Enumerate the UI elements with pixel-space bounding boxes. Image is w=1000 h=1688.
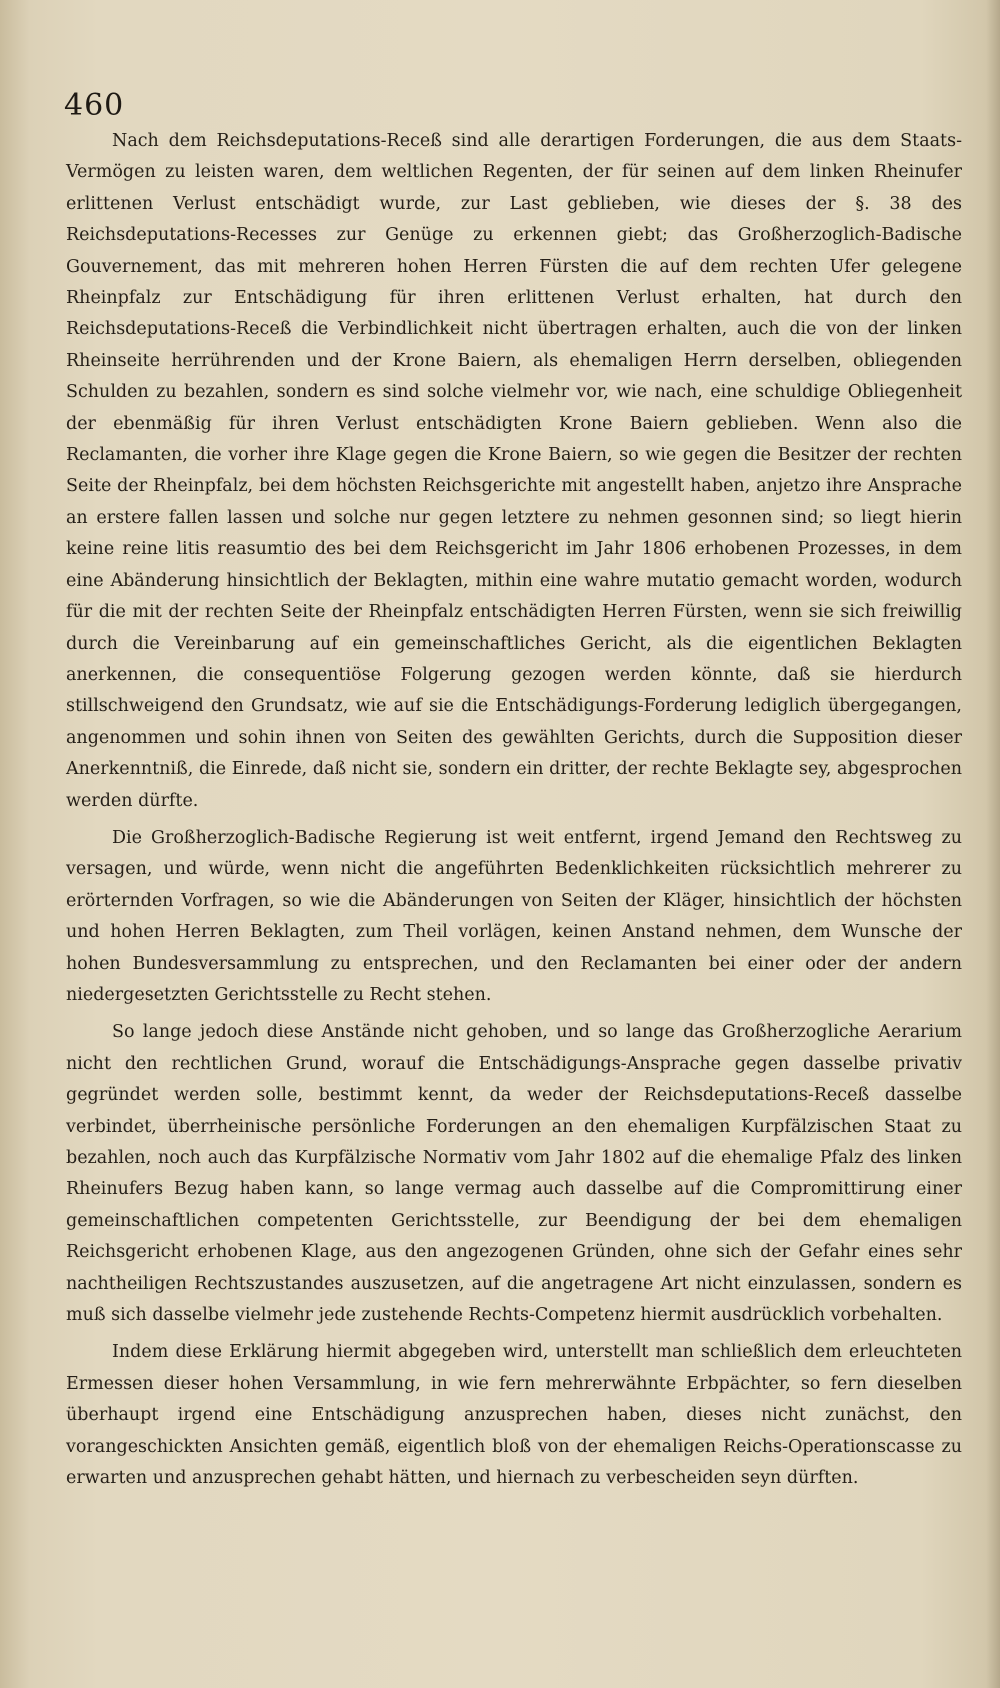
body-text xyxy=(66,126,962,1500)
paragraph-1: Nach dem Reichsdeputations-Receß sind alle derartigen Forderungen, die aus dem Staats-Vermögen zu leisten waren, dem weltlichen Regenten, der für seinen auf dem linken Rheinufer erlittenen Verlust entschädigt wurde, zur Last geblieben, wie dieses der §. 38 des Reichsdeputations-Recesses zur Genüge zu erkennen giebt; das Großherzoglich-Badische Gouvernement, das mit mehreren hohen Herren Fürsten die auf dem rechten Ufer gelegene Rheinpfalz zur Entschädigung für ihren erlittenen Verlust erhalten, hat durch den Reichsdeputations-Receß die Verbindlichkeit nicht übertragen erhalten, auch die von der linken Rheinseite herrührenden und der Krone Baiern, als ehemaligen Herrn derselben, obliegenden Schulden zu bezahlen, sondern es sind solche vielmehr vor, wie nach, eine schuldige Obliegenheit der ebenmäßig für ihren Verlust entschädigten Krone Baiern geblieben. Wenn also die Reclamanten, die vorher ihre Klage gegen die Krone Baiern, so wie gegen die Besitzer der rechten Seite der Rheinpfalz, bei dem höchsten Reichsgerichte mit angestellt haben, anjetzo ihre Ansprache an erstere fallen lassen und solche nur gegen letztere zu nehmen gesonnen sind; so liegt hierin keine reine litis reasumtio des bei dem Reichsgericht im Jahr 1806 erhobenen Prozesses, in dem eine Abänderung hinsichtlich der Beklagten, mithin eine wahre mutatio gemacht worden, wodurch für die mit der rechten Seite der Rheinpfalz entschädigten Herren Fürsten, wenn sie sich freiwillig durch die Vereinbarung auf ein gemeinschaftliches Gericht, als die eigentlichen Beklagten anerkennen, die consequentiöse Folgerung gezogen werden könnte, daß sie hierdurch stillschweigend den Grundsatz, wie auf sie die Entschädigungs-Forderung lediglich übergegangen, angenommen und sohin ihnen von Seiten des gewählten Gerichts, durch die Supposition dieser Anerkenntniß, die Einrede, daß nicht sie, sondern ein dritter, der rechte Beklagte sey, abgesprochen werden dürfte. xyxy=(66,131,962,811)
page-edge-shadow xyxy=(986,0,1000,1688)
paragraph-2: Die Großherzoglich-Badische Regierung ist weit entfernt, irgend Jemand den Rechtsweg zu versagen, und würde, wenn nicht die angeführten Bedenklichkeiten rücksichtlich mehrerer zu erörternden Vorfragen, so wie die Abänderungen von Seiten der Kläger, hinsichtlich der höchsten und hohen Herren Beklagten, zum Theil vorlägen, keinen Anstand nehmen, dem Wunsche der hohen Bundesversammlung zu entsprechen, und den Reclamanten bei einer oder der andern niedergesetzten Gerichtsstelle zu Recht stehen. xyxy=(66,827,962,1005)
page-number: 460 xyxy=(64,88,125,123)
paragraph-3: So lange jedoch diese Anstände nicht gehoben, und so lange das Großherzogliche Aerarium nicht den rechtlichen Grund, worauf die Entschädigungs-Ansprache gegen dasselbe privativ gegründet werden solle, bestimmt kennt, da weder der Reichsdeputations-Receß dasselbe verbindet, überrheinische persönliche Forderungen an den ehemaligen Kurpfälzischen Staat zu bezahlen, noch auch das Kurpfälzische Normativ vom Jahr 1802 auf die ehemalige Pfalz des linken Rheinufers Bezug haben kann, so lange vermag auch dasselbe auf die Compromittirung einer gemeinschaftlichen competenten Gerichtsstelle, zur Beendigung der bei dem ehemaligen Reichsgericht erhobenen Klage, aus den angezogenen Gründen, ohne sich der Gefahr eines sehr nachtheiligen Rechtszustandes auszusetzen, auf die angetragene Art nicht einzulassen, sondern es muß sich dasselbe vielmehr jede zustehende Rechts-Competenz hiermit ausdrücklich vorbehalten. xyxy=(66,1022,962,1326)
paragraph-4: Indem diese Erklärung hiermit abgegeben wird, unterstellt man schließlich dem erleuchteten Ermessen dieser hohen Versammlung, in wie fern mehrerwähnte Erbpächter, so fern dieselben überhaupt irgend eine Entschädigung anzusprechen haben, dieses nicht zunächst, den vorangeschickten Ansichten gemäß, eigentlich bloß von der ehemaligen Reichs-Operationscasse zu erwarten und anzusprechen gehabt hätten, und hiernach zu verbescheiden seyn dürften. xyxy=(66,1342,962,1489)
